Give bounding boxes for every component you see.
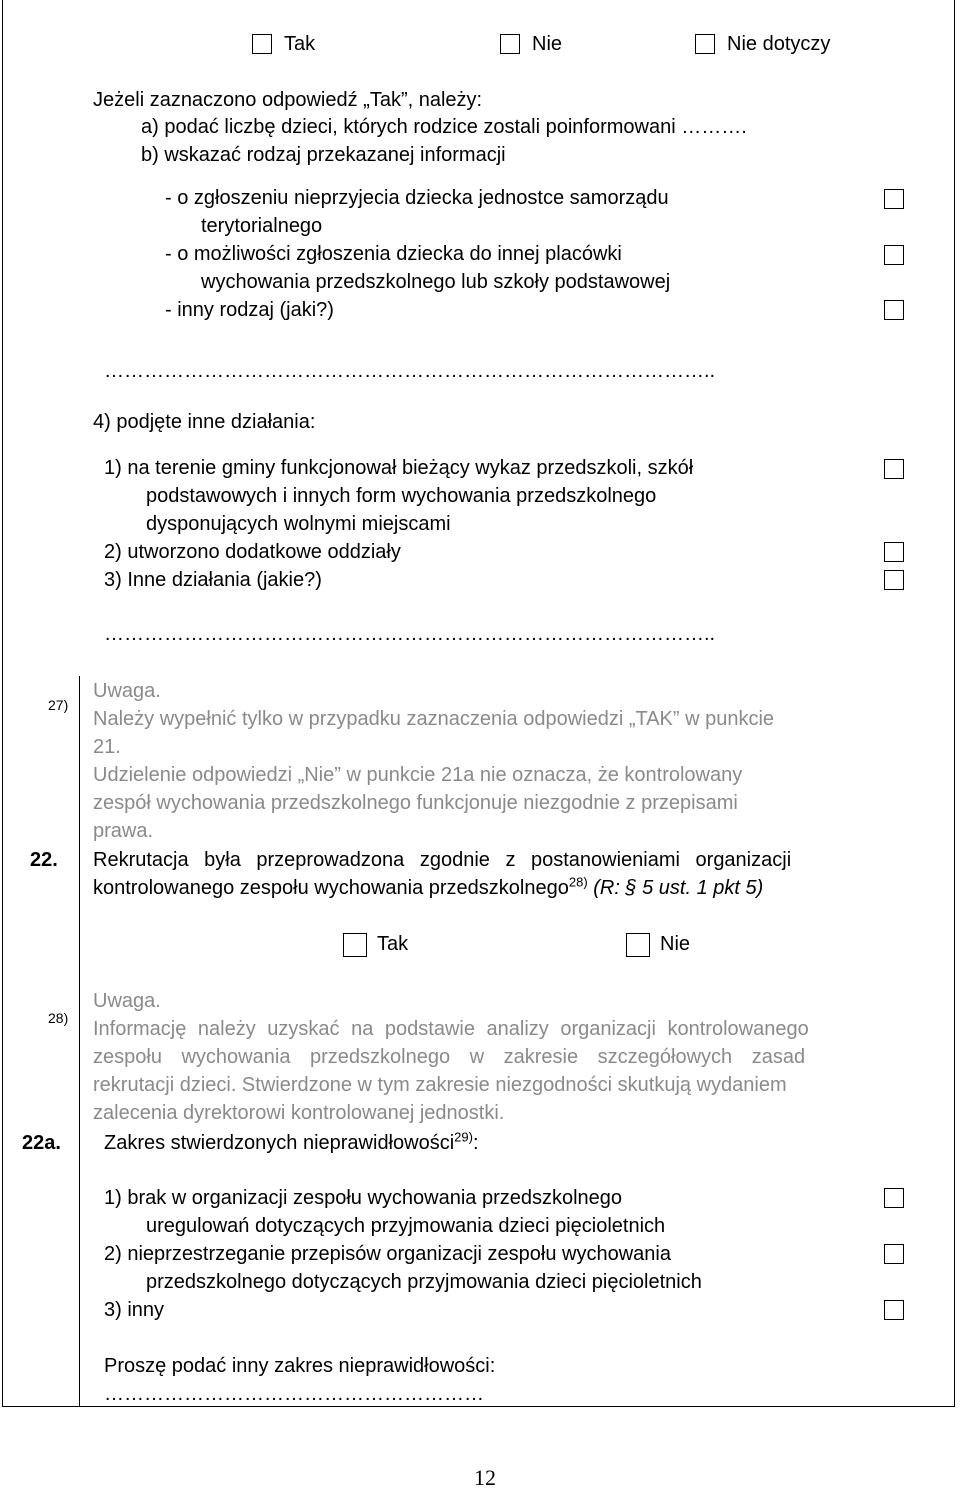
footnote-28-marker: 28) [48,1010,69,1026]
irregularity-2-checkbox[interactable] [884,1244,904,1264]
question-22a-number: 22a. [22,1132,61,1154]
q22-nie-checkbox[interactable] [626,933,650,957]
other-irregularity-prompt: Proszę podać inny zakres nieprawidłowości: [104,1355,496,1377]
footnote-28-line4: zalecenia dyrektorowi kontrolowanej jednostki. [93,1102,505,1124]
action-1-line1: 1) na terenie gminy funkcjonował bieżący wykaz przedszkoli, szkół [104,457,694,479]
q22-tak-label: Tak [377,933,409,955]
footnote-27-line3: Udzielenie odpowiedzi „Nie” w punkcie 21a nie oznacza, że kontrolowany [93,764,743,786]
action-1-line3: dysponujących wolnymi miejscami [146,513,451,535]
info-option-1-checkbox[interactable] [884,189,904,209]
actions-dots: ……………………………………………………………………………….. [104,623,716,645]
tak-checkbox[interactable] [252,34,272,54]
action-2-checkbox[interactable] [884,542,904,562]
action-1-checkbox[interactable] [884,459,904,479]
nie-dotyczy-checkbox[interactable] [695,34,715,54]
irregularity-1-line1: 1) brak w organizacji zespołu wychowania przedszkolnego [104,1187,623,1209]
footnote-28-line1: Informację należy uzyskać na podstawie analizy organizacji kontrolowanego [93,1018,809,1040]
info-option-1-line1: - o zgłoszeniu nieprzyjecia dziecka jednostce samorządu [165,187,669,209]
q22-nie-label: Nie [660,933,691,955]
irregularity-1-checkbox[interactable] [884,1188,904,1208]
footnote-27-marker: 27) [48,697,69,713]
irregularity-2-line2: przedszkolnego dotyczących przyjmowania dzieci pięcioletnich [146,1271,702,1293]
action-3-line1: 3) Inne działania (jakie?) [104,569,322,591]
footnote-28-title: Uwaga. [93,990,161,1012]
irregularity-3-checkbox[interactable] [884,1300,904,1320]
irregularity-1-line2: uregulowań dotyczących przyjmowania dzieci pięcioletnich [146,1215,666,1237]
column-divider [79,676,80,1407]
tak-label: Tak [284,33,316,55]
nie-checkbox[interactable] [500,34,520,54]
other-irregularity-dots[interactable]: ………………………………………………… [104,1383,484,1405]
irregularity-2-line1: 2) nieprzestrzeganie przepisów organizacji zespołu wychowania [104,1243,671,1265]
footnote-28-line3: rekrutacji dzieci. Stwierdzone w tym zakresie niezgodności skutkują wydaniem [93,1074,787,1096]
footnote-27-line4: zespół wychowania przedszkolnego funkcjonuje niezgodnie z przepisami [93,792,738,814]
nie-dotyczy-label: Nie dotyczy [727,33,831,55]
action-2-line1: 2) utworzono dodatkowe oddziały [104,541,401,563]
info-intro: Jeżeli zaznaczono odpowiedź „Tak”, należy: [93,89,483,111]
question-22-line1: Rekrutacja była przeprowadzona zgodnie z postanowieniami organizacji [93,849,792,871]
info-option-2-line2: wychowania przedszkolnego lub szkoły podstawowej [201,271,671,293]
info-option-1-line2: terytorialnego [201,215,323,237]
footnote-27-line1: Należy wypełnić tylko w przypadku zaznaczenia odpowiedzi „TAK” w punkcie [93,708,775,730]
footnote-27-line5: prawa. [93,820,154,842]
info-item-b: b) wskazać rodzaj przekazanej informacji [141,144,506,166]
info-dots: ……………………………………………………………………………….. [104,360,716,382]
action-1-line2: podstawowych i innych form wychowania przedszkolnego [146,485,657,507]
info-option-2-checkbox[interactable] [884,245,904,265]
question-22-line2: kontrolowanego zespołu wychowania przedszkolnego$^{28)}$ (R: § 5 ust. 1 pkt 5) [93,874,764,899]
info-item-a: a) podać liczbę dzieci, których rodzice zostali poinformowani ………. [141,116,747,138]
irregularity-3-line1: 3) inny [104,1299,165,1321]
nie-label: Nie [532,33,563,55]
question-22-number: 22. [30,849,58,871]
info-option-3-line1: - inny rodzaj (jaki?) [165,299,334,321]
question-22a-title: Zakres stwierdzonych nieprawidłowości$^{29)}$: [104,1129,479,1154]
footnote-27-line2: 21. [93,736,121,758]
footnote-28-line2: zespołu wychowania przedszkolnego w zakresie szczegółowych zasad [93,1046,806,1068]
footnote-27-title: Uwaga. [93,680,161,702]
action-3-checkbox[interactable] [884,570,904,590]
info-option-3-checkbox[interactable] [884,300,904,320]
page-number: 12 [474,1465,496,1490]
q22-tak-checkbox[interactable] [343,933,367,957]
info-option-2-line1: - o możliwości zgłoszenia dziecka do innej placówki [165,243,622,265]
actions-heading: 4) podjęte inne działania: [93,411,316,433]
